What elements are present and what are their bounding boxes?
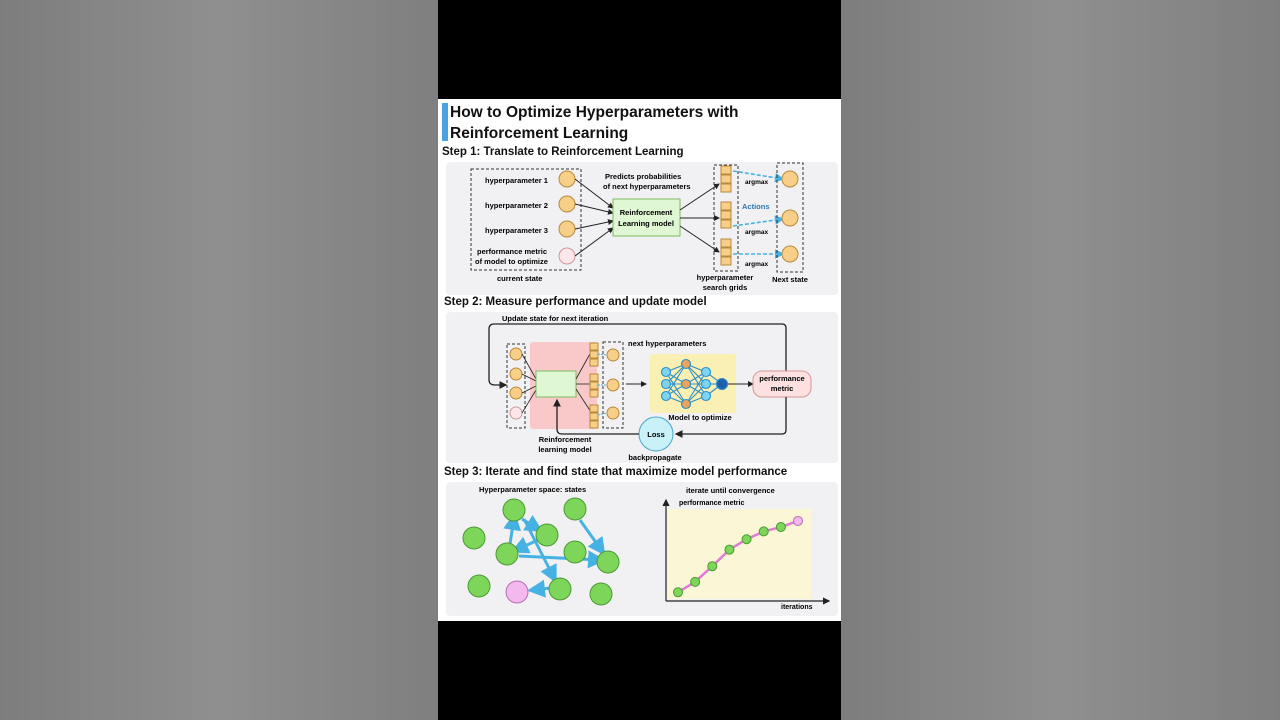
chart-point [759, 527, 768, 536]
chart-point [742, 535, 751, 544]
rl-model-box-2 [536, 371, 576, 397]
next-hp-label: next hyperparameters [628, 339, 707, 348]
search-grid-cells [721, 166, 731, 265]
step2-heading: Step 2: Measure performance and update model [444, 296, 707, 308]
title-line-1: How to Optimize Hyperparameters with [450, 104, 739, 121]
space-label: Hyperparameter space: states [479, 485, 587, 494]
chart-xlabel: iterations [781, 604, 813, 611]
rl-model-box [613, 199, 680, 236]
step2-diagram [446, 312, 838, 463]
rl-label-1: Reinforcement [619, 208, 673, 217]
rl-label-3: Reinforcement [538, 435, 592, 444]
chart-title: iterate until convergence [686, 486, 775, 495]
infographic-card [438, 99, 841, 621]
step1-panel [446, 162, 838, 295]
current-state-label: current state [497, 274, 543, 283]
argmax-label-1: argmax [745, 179, 769, 186]
next-state-node-1 [782, 171, 798, 187]
grids-label-1: hyperparameter [696, 273, 754, 282]
step3-diagram [446, 482, 838, 616]
video-frame [438, 0, 841, 720]
loss-label: Loss [647, 430, 665, 439]
perf-metric-label-2: metric [770, 384, 794, 393]
predicts-label-2: of next hyperparameters [603, 182, 691, 191]
predicts-label-1: Predicts probabilities [605, 172, 682, 181]
page-title [450, 102, 830, 144]
step3-heading: Step 3: Iterate and find state that maximize model performance [444, 466, 788, 478]
step1-diagram [446, 162, 838, 295]
chart-point [794, 516, 803, 525]
perf-label-1: performance metric [477, 247, 548, 256]
update-state-label: Update state for next iteration [502, 314, 609, 323]
argmax-label-3: argmax [745, 261, 769, 268]
hp1-node [559, 171, 575, 187]
title-line-2: Reinforcement Learning [450, 125, 629, 142]
title-accent-bar [442, 103, 448, 141]
state-graph [463, 498, 619, 605]
actions-label: Actions [742, 202, 770, 211]
chart-ylabel: performance metric [679, 500, 745, 507]
step3-panel [446, 482, 838, 616]
chart-point [776, 523, 785, 532]
perf-label-2: of model to optimize [475, 257, 548, 266]
hp2-label: hyperparameter 2 [485, 201, 548, 210]
chart-point [674, 588, 683, 597]
chart-point [708, 562, 717, 571]
backprop-label: backpropagate [628, 453, 682, 462]
next-state-node-2 [782, 210, 798, 226]
step1-heading: Step 1: Translate to Reinforcement Learning [442, 146, 684, 158]
step2-panel [446, 312, 838, 463]
perf-node [559, 248, 575, 264]
hp3-node [559, 221, 575, 237]
rl-label-4: learning model [538, 445, 592, 454]
hp3-label: hyperparameter 3 [485, 226, 548, 235]
perf-metric-label-1: performance [759, 374, 805, 383]
model-to-optimize-label: Model to optimize [668, 413, 732, 422]
blurred-background-left [0, 0, 438, 720]
argmax-label-2: argmax [745, 229, 769, 236]
next-state-label: Next state [772, 275, 808, 284]
hp2-node [559, 196, 575, 212]
chart-point [691, 577, 700, 586]
rl-label-2: Learning model [618, 219, 674, 228]
chart-point [725, 545, 734, 554]
next-state-node-3 [782, 246, 798, 262]
hp1-label: hyperparameter 1 [485, 176, 548, 185]
grids-label-2: search grids [702, 283, 748, 292]
step2-grid-cells [590, 343, 598, 428]
blurred-background-right [841, 0, 1280, 720]
